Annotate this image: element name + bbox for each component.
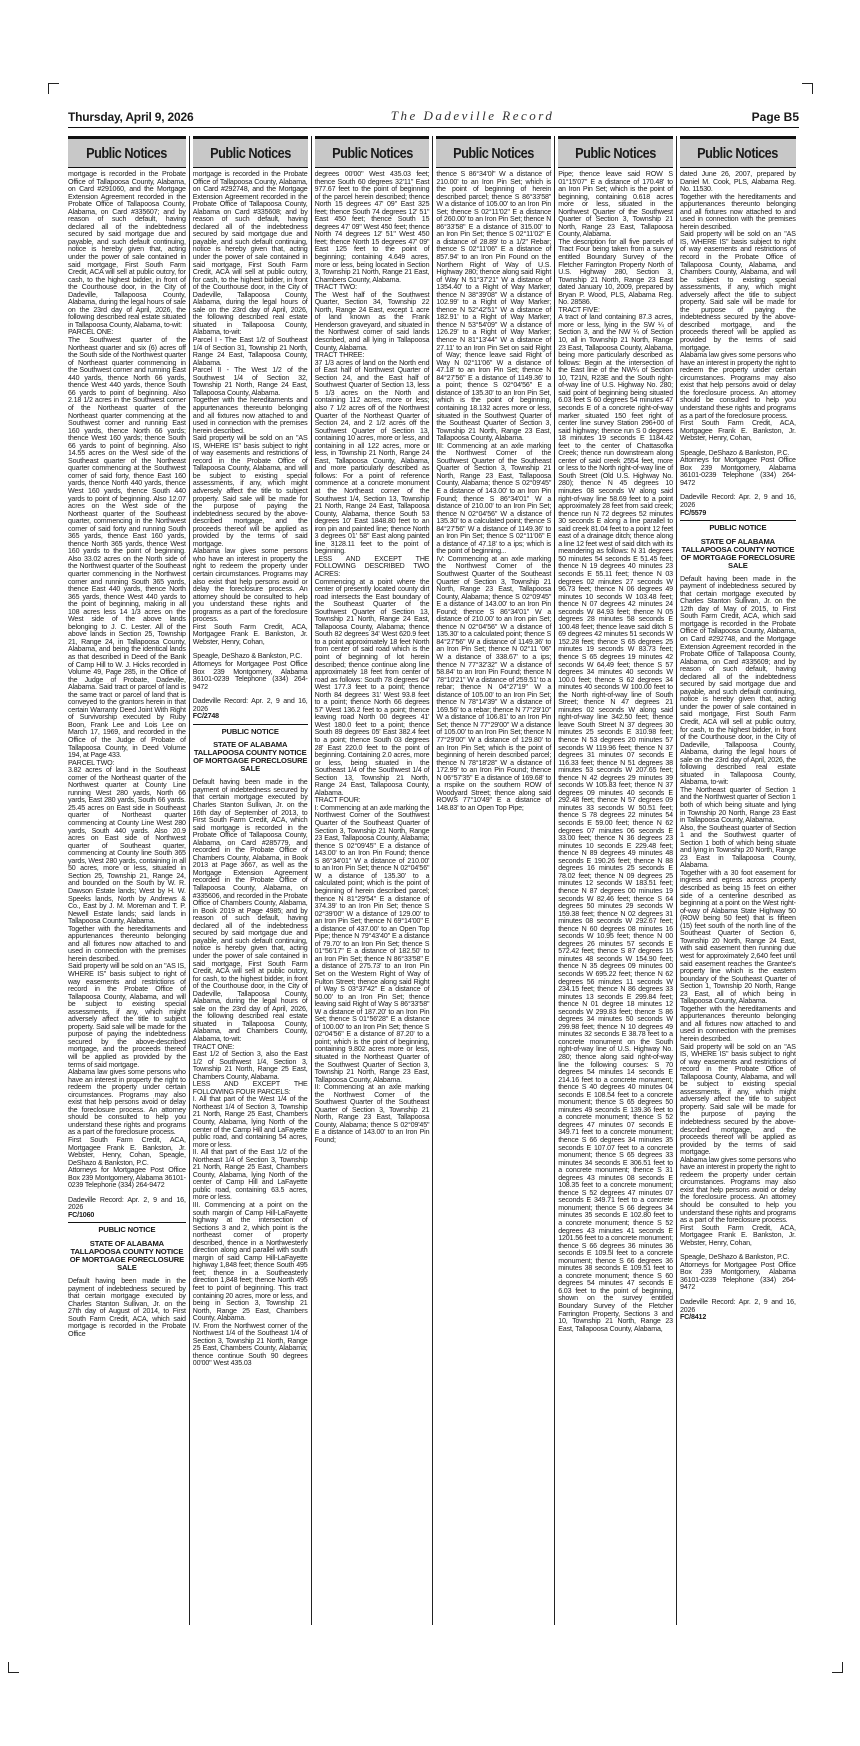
- notice-paragraph: East 1/2 of Section 3, also the East 1/2 of Southwest 1/4, Section 3, Township 21 North, Range 25 East, Chambers County, Alabama.: [192, 1050, 308, 1081]
- notice-paragraph: degrees 00'00" West 435.03 feet; thence South 60 degrees 32'11" East 977.67 feet to the point of beginning of the parcel herein described; thence North 15 degrees 47' 09" East 325 feet; thence South 74 degrees 12' 51" East 450 feet; thence South 15 degrees 47' 09" West 450 feet; thence North 74 degrees 12' 51" West 450 feet; thence North 15 degrees 47' 09" East 125 feet to the point of beginning; containing 4.649 acres, more or less, being located in Section 3, Township 21 North, Range 21 East, Chambers County, Alabama.: [314, 170, 430, 284]
- notice-paragraph: Together with the hereditaments and appurtenances thereunto belonging and all fixtures now attached to and used in connection with the premises herein described.: [68, 924, 186, 963]
- section-banner-label: Public Notices: [697, 144, 779, 162]
- notice-paragraph: Attorneys for Mortgagee Post Office Box 239 Montgomery, Alabama 36101-0239 Telephone (334) 264-9472: [68, 1166, 186, 1190]
- column-5: [555, 136, 677, 1625]
- notice-paragraph: Attorneys for Mortgagee Post Office Box 239 Montgomery, Alabama 36101-0239 Telephone (334) 264-9472: [679, 1260, 796, 1292]
- notice-paragraph: Default having been made in the payment of indebtedness secured by that certain mortgage executed by Charles Stanton Sullivan, Jr. on the 16th day of September of 2013, to First South Farm Credit, ACA, which said mortgage is recorded in the Probate Office of Tallapoosa County, Alabama, on Card #285779, and recorded in the Probate Office of Chambers County, Alabama, in Book 2013 at Page 3667, as well as the Mortgage Extension Agreement recorded in the Probate Office of Tallapoosa County, Alabama, on #335606, and recorded in the Probate Office of Chambers County, Alabama, in Book 2019 at Page 4985; and by reason of such default, having declared all of the indebtedness secured by said mortgage due and payable, and such default continuing, notice is hereby given that, acting under the power of sale contained in said mortgage, First South Farm Credit, ACA will sell at public outcry, for cash, to the highest bidder, in front of the Courthouse door, in the City of Dadeville, Tallapoosa County, Alabama, during the legal hours of sale on the 23rd day of April, 2026, the following described real estate situated in Tallapoosa County, Alabama, and Chambers County, Alabama, to-wit:: [192, 778, 308, 1043]
- notice-paragraph: Said property will be sold on an "AS IS, WHERE IS" basis subject to right of way easements and restrictions of record in the Probate Office of Tallapoosa County, Alabama, and will be subject to existing special assessments, if any, which might adversely affect the title to subject property. Said sale will be made for the purpose of paying the indebtedness secured by the above-described mortgage, and the proceeds thereof will be applied as provided by the terms of said mortgage.: [192, 434, 308, 548]
- section-banner: [315, 136, 430, 168]
- notice-paragraph: Alabama law gives some persons who have an interest in property the right to redeem the property under certain circumstances. Programs may also exist that help persons avoid or delay the foreclosure process. An attorney should be consulted to help you understand these rights and programs as a part of the foreclosure process.: [192, 547, 308, 624]
- crop-mark-top-left: [48, 83, 59, 94]
- notice-paragraph: Attorneys for Mortgagee Post Office Box 239 Montgomery, Alabama 36101-0239 Telephone (334) 264-9472: [192, 660, 308, 691]
- notice-paragraph: Said property will be sold on an "AS IS, WHERE IS" basis subject to right of way easements and restrictions of record in the Probate Office of Tallapoosa County, Alabama, and will be subject to existing special assessments, if any, which might adversely affect the title to subject property. Said sale will be made for the purpose of paying the indebtedness secured by the above-described mortgage, and the proceeds thereof will be applied as provided by the terms of said mortgage.: [68, 962, 186, 1069]
- notice-paragraph: TRACT FOUR:: [314, 796, 361, 805]
- notice-paragraph: mortgage is recorded in the Probate Office of Tallapoosa County, Alabama, on Card #291060, and the Mortgage Extension Agreement recorded in the Probate Office of Tallapoosa County, Alabama, on Card #335607; and by reason of such default, having declared all of the indebtedness secured by said mortgage due and payable, and such default continuing, notice is hereby given that, acting under the power of sale contained in said mortgage, First South Farm Credit, ACA will sell at public outcry, for cash, to the highest bidder, in front of the Courthouse door, in the City of Dadeville, Tallapoosa County, Alabama, during the legal hours of sale on the 23rd day of April, 2026, the following described real estate situated in Tallapoosa County, Alabama, to-wit:: [68, 170, 186, 329]
- section-banner-label: Public Notices: [453, 144, 535, 162]
- notice-label: PUBLIC NOTICE: [98, 1225, 156, 1235]
- notice-paragraph: First South Farm Credit, ACA, Mortgagee Frank E. Bankston, Jr. Webster, Henry, Cohan,: [679, 1223, 796, 1247]
- notice-paragraph: First South Farm Credit, ACA, Mortgagee Frank E. Bankston, Jr. Webster, Henry, Cohan,: [192, 622, 308, 646]
- newspaper-name: The Dadeville Record: [390, 108, 555, 123]
- section-banner-label: Public Notices: [86, 144, 168, 162]
- page-masthead: [68, 104, 799, 128]
- notice-paragraph: TRACT ONE:: [192, 1042, 235, 1051]
- notice-paragraph: PARCEL TWO:: [68, 758, 115, 767]
- notice-paragraph: Attorneys for Mortgagee Post Office Box 239 Montgomery, Alabama 36101-0239 Telephone (334) 264-9472: [679, 456, 796, 487]
- notice-paragraph: thence S 86°34'0l" W a distance of 210.00' to an Iron Pin Set; which is the point of beginning of herein described parcel; thence S 86°33'58" W a distance of 105.00' to an Iron Pin Set; thence S 02°11'02" E a distance of 260.00' to an Iron Pin Set; thence N 86°33'58" E a distance of 315.00' to an Iron Pin Set; thence S 02°11'02" E a distance of 28.89' to a 1/2" Rebar; thence S 02°11'06" E a distance of 857.94' to an Iron Pin Found on the Northern Right of Way of U.S. Highway 280; thence along said Right of Way N 51°37'21" W a distance of 1354.40' to a Right of Way Marker; thence N 38°39'08" W a distance of 102.99' to a Right of Way Marker; thence N 52°42'51" W a distance of 182.91' to a Right of Way Marker; thence N 53°54'09" W a distance of 126.29' to a Right of Way Marker; thence N 81°13'44" W a distance of 27.11' to an Iron Pin Set on said Right of Way; thence leave said Right of Way N 02°11'06" W a distance of 47.18' to an Iron Pin Set; thence N 84°27'56" E a distance of 1149.36' to a point; thence S 02°04'56" E a distance of 135.30' to an Iron Pin Set, which is the point of beginning, containing 18.132 acres more or less, situated in the Southwest Quarter of the Southeast Quarter of Section 3, Township 21 North, Range 23 East, Tallapoosa County, Alabama.: [436, 170, 552, 443]
- notice-paragraph: Said property will be sold on an "AS IS, WHERE IS" basis subject to right of way easements and restrictions of record in the Probate Office of Tallapoosa County, Alabama, and Chambers County, Alabama, and will be subject to existing special assessments, if any, which might adversely affect the title to subject property. Said sale will be made for the purpose of paying the indebtedness secured by the above-described mortgage, and the proceeds thereof will be applied as provided by the terms of said mortgage.: [679, 230, 796, 352]
- notice-paragraph: Speagle, DeShazo & Bankston, P.C.: [192, 652, 303, 661]
- notice-paragraph: Default having been made in the payment of indebtedness secured by that certain mortgage executed by Charles Stanton Sullivan, Jr. on the 27th day of August of 2014, to First South Farm Credit, ACA, which said mortgage is recorded in the Probate Office: [68, 1277, 186, 1338]
- notice-paragraph: The West half of the Southwest Quarter, Section 34, Township 22 North, Range 24 East, except 1 acre of land known as the Frank Henderson graveyard, and situated in the Northwest corner of said lands described, and all lying in Tallapoosa County, Alabama.: [314, 290, 430, 352]
- notice-paragraph: Together with a 30 foot easement for ingress and egress across property described as being 15 feet on either side of a centerline described as beginning at a point on the West right-of-way of Alabama State Highway 50 (ROW being 50 feet) that is fifteen (15) feet south of the north line of the Southeast Quarter of Section 6, Township 20 North, Range 24 East, with said easement then running due west for approximately 2,640 feet until said easement reaches the Grantee's property line which is the eastern boundary of the Southeast Quarter of Section 1, Township 20 North, Range 23 East, all of which being in Tallapoosa County, Alabama.: [679, 868, 796, 1006]
- notice-paragraph: LESS AND EXCEPT THE FOLLOWING FOUR PARCELS:: [192, 1080, 308, 1096]
- column-2: [190, 136, 312, 1625]
- notice-paragraph: Alabama law gives some persons who have an interest in property the right to redeem the property under certain circumstances. Programs may also exist that help persons avoid or delay the foreclosure process. An attorney should be consulted to help you understand these rights and programs as a part of the foreclosure process.: [679, 1155, 796, 1225]
- notice-paragraph: Default having been made in the payment of indebtedness secured by that certain mortgage executed by Charles Stanton Sullivan, Jr. on the 12th day of May of 2015, to First South Farm Credit, ACA, which said mortgage is recorded in the Probate Office of Tallapoosa County, Alabama, on Card #292748, and the Mortgage Extension Agreement recorded in the Probate Office of Tallapoosa County, Alabama, on Card #335609; and by reason of such default, having declared all of the indebtedness secured by said mortgage due and payable, and such default continuing, notice is hereby given that, acting under the power of sale contained in said mortgage, First South Farm Credit, ACA will sell at public outcry, for cash, to the highest bidder, in front of the Courthouse door, in the City of Dadeville, Tallapoosa County, Alabama, during the legal hours of sale on the 23rd day of April, 2026, the following described real estate situated in Tallapoosa County, Alabama, to-wit:: [679, 574, 796, 787]
- notice-paragraph: The description for all five parcels of Tract Four being taken from a survey entitled Boundary Survey of the Fletcher Farrington Property North of U.S. Highway 280, Section 3, Township 21 North, Range 23 East dated January 10, 2009, prepared by Bryan P. Wood, PLS, Alabama Reg. No. 28586.: [558, 237, 673, 307]
- column-4: [433, 136, 555, 1625]
- section-banner-label: Public Notices: [209, 144, 291, 162]
- notice-reference-code: FC/5579: [679, 508, 707, 517]
- notice-heading: STATE OF ALABAMA TALLAPOOSA COUNTY NOTICE OF MORTGAGE FORECLOSURE SALE: [193, 740, 308, 774]
- crop-mark-top-right: [802, 83, 813, 94]
- notice-paragraph: dated June 26, 2007, prepared by Daniel M. Cook, PLS, Alabama Reg. No. 11530.: [679, 170, 796, 194]
- notice-label: PUBLIC NOTICE: [709, 523, 767, 533]
- notice-paragraph: Commencing at a point where the center of presently located county dirt road intersects the East boundary of the Southeast Quarter of the Southwest Quarter of Section 13, Township 21 North, Range 24 East, Tallapoosa County, Alabama; thence South 82 degrees 34' West 620.9 feet to a point approximately 18 feet North from center of said road which is the point of beginning of lot herein described; thence continue along line approximately 18 feet from center of road as follows: South 78 degrees 04' West 177.3 feet to a point; thence North 84 degrees 31' West 93.8 feet to a point; thence North 66 degrees 57' West 136.2 feet to a point; thence leaving road North 00 degrees 41' West 180.0 feet to a point; thence South 89 degrees 05' East 382.4 feet to a point; thence South 03 degrees 28' East 220.0 feet to the point of beginning. Containing 2.0 acres, more or less, being situated in the Southeast 1/4 of the Southwest 1/4 of Section 13, Township 21 North, Range 24 East, Tallapoosa County, Alabama.: [314, 577, 430, 797]
- notice-paragraph: First South Farm Credit, ACA, Mortgagee Frank E. Bankston, Jr. Webster, Henry, Cohan,: [679, 419, 796, 443]
- notice-paragraph: Together with the hereditaments and appurtenances thereunto belonging and all fixtures now attached to and used in connection with the premises herein described.: [679, 192, 796, 231]
- section-banner-label: Public Notices: [575, 144, 656, 162]
- notice-paragraph: Pipe; thence leave said ROW S 01°15'07" E a distance of 170.48' to an Iron Pin Set; which is the point of beginning, containing 0.618 acres more or less, situated in the Northwest Quarter of the Southwest Quarter of Section 3, Township 21 North, Range 23 East, Tallapoosa County, Alabama.: [558, 170, 673, 239]
- notice-paragraph: Alabama law gives some persons who have an interest in property the right to redeem the property under certain circumstances. Programs may also exist that help persons avoid or delay the foreclosure process. An attorney should be consulted to help you understand these rights and programs as a part of the foreclosure process.: [679, 351, 796, 420]
- notice-heading: STATE OF ALABAMA TALLAPOOSA COUNTY NOTICE OF MORTGAGE FORECLOSURE SALE: [69, 1239, 185, 1273]
- crop-mark-bottom-left: [8, 1662, 19, 1673]
- notice-paragraph: II: Commencing at an axle marking the Northwest Corner of the Southwest Quarter of the Southeast Quarter of Section 3, Township 21 North, Range 23 East, Tallapoosa County, Alabama; thence S 02°09'45" E a distance of 143.00' to an Iron Pin Found;: [314, 1083, 430, 1144]
- notice-columns: [68, 136, 799, 1625]
- column-3: [312, 136, 434, 1625]
- notice-paragraph: Parcel II - The West 1/2 of the Southwest 1/4 of Section 32, Township 21 North, Range 24 East, Tallapoosa County, Alabama.: [192, 366, 308, 397]
- column-text: [558, 171, 673, 1333]
- notice-paragraph: Dadeville Record: Apr. 2, 9 and 16, 2026: [679, 1298, 796, 1314]
- notice-paragraph: First South Farm Credit, ACA, Mortgagee Frank E. Bankston, Jr. Webster, Henry, Cohan, Speagle, DeShazo & Bankston, P.C.: [68, 1136, 186, 1167]
- notice-paragraph: Said property will be sold on an "AS IS, WHERE IS" basis subject to right of way easements and restrictions of record in the Probate Office of Tallapoosa County, Alabama, and will be subject to existing special assessments, if any, which might adversely affect the title to subject property. Said sale will be made for the purpose of paying the indebtedness secured by the above-described mortgage, and the proceeds thereof will be applied as provided by the terms of said mortgage.: [679, 1042, 796, 1157]
- notice-paragraph: Together with the hereditaments and appurtenances thereunto belonging and all fixtures now attached to and used in connection with the premises herein described.: [192, 396, 308, 435]
- notice-label: PUBLIC NOTICE: [221, 726, 279, 736]
- notice-paragraph: Also, the Southeast quarter of Section 1 and the Southwest quarter of Section 1 both of which being situate and lying in Township 20 North, Range 23 East in Tallapoosa County, Alabama.: [679, 823, 796, 870]
- notice-paragraph: Alabama law gives some persons who have an interest in property the right to redeem the property under certain circumstances. Programs may also exist that help persons avoid or delay the foreclosure process. An attorney should be consulted to help you understand these rights and programs as a part of the foreclosure process.: [68, 1068, 186, 1137]
- notice-paragraph: TRACT TWO:: [314, 283, 357, 292]
- section-banner: [436, 136, 551, 168]
- notice-reference-code: FC/8412: [679, 1313, 707, 1322]
- page-number: Page B5: [751, 110, 799, 124]
- notice-paragraph: The Northeast quarter of Section 1 and the Northwest quarter of Section 1 both of which being situate and lying in Township 20 North, Range 23 East in Tallapoosa County, Alabama.: [679, 785, 796, 825]
- notice-paragraph: TRACT THREE:: [314, 351, 365, 360]
- column-text: [193, 171, 308, 1368]
- notice-paragraph: 3.82 acres of land in the Southeast corner of the Northeast quarter of the Northwest quarter at County Line running West 280 yards, North 66 yards, East 280 yards, South 66 yards. 25.45 acres on East side in Southeast quarter of Northeast quarter commencing at County Line West 280 yards, South 440 yards. Also 20.9 acres on East side of Northwest quarter of Southeast quarter, commencing at County line South 365 yards, West 280 yards, containing in all 50 acres, more or less, situated in Section 25, Township 21, Range 24, and bounded on the South by W. R. Dawson Estate lands; West by H. W. Speeks lands, North by Andrews & Co., East by J. M. Moreman and T. P. Newell Estate lands; said lands in Tallapoosa County, Alabama.: [68, 766, 186, 926]
- section-banner: [68, 136, 186, 168]
- column-text: [680, 171, 796, 1322]
- notice-paragraph: IV. From the Northwest corner of the Northwest 1/4 of the Southeast 1/4 of Section 3, Township 21 North, Range 25 East, Chambers County, Alabama; thence continue South 90 degrees 00'00" West 435.03: [192, 1321, 308, 1368]
- notice-reference-code: FC/2748: [192, 712, 219, 721]
- notice-paragraph: LESS AND EXCEPT THE FOLLOWING DESCRIBED TWO ACRES:: [314, 554, 430, 578]
- column-text: [68, 171, 186, 1338]
- notice-paragraph: Dadeville Record: Apr. 2, 9 and 16, 2026: [192, 697, 308, 713]
- notice-paragraph: III: Commencing at an axle marking the Northwest Corner of the Southwest Quarter of the Southeast Quarter of Section 3, Township 21 North, Range 23 East, Tallapoosa County, Alabama; thence S 02°09'45" E a distance of 143.00' to an Iron Pin Found; thence S 86°34'01" W a distance of 210.00' to an Iron Pin Set; thence N 02°04'56" W a distance of 135.30' to a calculated point; thence S 84°27'56" W a distance of 1149.36' to an Iron Pin Set; thence S 02°11'06" E a distance of 47.18' to a ips; which is the point of beginning...: [436, 441, 552, 556]
- notice-divider: [68, 1222, 186, 1223]
- notice-paragraph: IV: Commencing at an axle marking the Northwest Corner of the Southwest Quarter of the Southeast Quarter of Section 3, Township 21 North, Range 23 East, Tallapoosa County, Alabama; thence S 02°09'45" E a distance of 143.00' to an Iron Pin Found; thence S 86°34'01" W a distance of 210.00' to an Iron pin Set; thence N 02°04'56" W a distance of 135.30' to a calculated point; thence S 84°27'56" W a distance of 1149.36' to an Iron Pin Set; thence N 02°11 '06" W a distance of 338.67' to a ips; thence N 77°32'32" W a distance of 58.84' to an Iron Pin Found; thence N 78°10'21" W a distance of 259.51' to a rebar; thence N 04°27'19" W a distance of 105.00' to an Iron Pin Set; thence N 78°14'39" W a distance of 169.56' to a rebar; thence N 77°29'10" W a distance of 106.81' to an Iron Pin Set; thence N 77°29'00" W a distance of 105.00' to an Iron Pin Set; thence N 77°29'00" W a distance of 129.80' to an Iron Pin Set; which is the point of beginning of herein described parcel; thence N 78°18'28" W a distance of 172.99' to an Iron Pin Found; thence N 06°57'35" E a distance of 169.68' to a rrspike on the southern ROW of Woodyard Street; thence along said ROWS 77°10'49" E a distance of 148.83' to an Open Top Pipe;: [436, 554, 552, 812]
- notice-paragraph: Speagle, DeShazo & Bankston, P.C.: [679, 448, 790, 457]
- notice-reference-code: FC/1060: [68, 1210, 95, 1219]
- notice-paragraph: The Southwest quarter of the Northeast quarter and six (6) acres off the South side of the Northwest quarter of Northeast quarter commencing in the Southwest corner and running East 440 yards, thence North 66 yards, thence West 440 yards, thence South 66 yards to point of beginning. Also 2.18 1/2 acres in the Southwest corner of the Northeast quarter of the Northeast quarter commencing at the Southwest corner and running East 160 yards, thence North 66 yards; thence West 160 yards; thence South 66 yards to point of beginning. Also 14.55 acres on the West side of the Southeast quarter of the Northeast quarter commencing at the Southwest corner of said forty, thence East 160 yards, thence North 440 yards, thence West 160 yards, thence South 440 yards to point of beginning. Also 12.07 acres on the West side of the Northeast quarter of the Southeast quarter, commencing in the Northwest corner of said forty and running South 365 yards, thence East 160 yards, thence North 365 yards, thence West 160 yards to the point of beginning. Also 33.02 acres on the North side of the Northwest quarter of the Southeast quarter commencing in the Northwest corner and running South 365 yards, thence East 440 yards, thence North 365 yards, thence West 440 yards to the point of beginning, making in all 108 acres less 14 1/3 acres on the West side of the above lands belonging to J. C. Lester. All of the above lands in Section 25, Township 21, Range 24, in Tallapoosa County, Alabama, and being the identical lands as that described in Deed of the Bank of Camp Hill to W. J. Hicks recorded in Volume 49, Page 285, in the Office of the Judge of Probate, Dadeville, Alabama. Said tract or parcel of land is the same tract or parcel of land that is conveyed to the grantors herein in that certain Warranty Deed Joint With Right of Survivorship executed by Ruby Boon, Frank Lee and Lois Lee on March 17, 1969, and recorded in the Office of the Judge of Probate of Tallapoosa County, in Deed Volume 194, at Page 433.: [68, 336, 186, 760]
- notice-paragraph: II. All that part of the East 1/2 of the Northeast 1/4 of Section 3, Township 21 North, Range 25 East, Chambers County, Alabama, lying North of the center of Camp Hill and LaFayette public road, containing 63.5 acres, more or less.: [192, 1148, 308, 1202]
- notice-paragraph: I: Commencing at an axle marking the Northwest Corner of the Southwest Quarter of the Southeast Quarter of Section 3, Township 21 North, Range 23 East, Tallapoosa County, Alabama; thence S 02°09'45" E a distance of 143.00' to an Iron Pin Found; thence S 86°34'01" W a distance of 210.00' to an Iron Pin Set; thence N 02°04'56" W a distance of 135.30' to a calculated point; which is the point of beginning of herein described parcel; thence N 81°29'54" E a distance of 374.39' to an Iron Pin Set; thence S 02°39'00" W a distance of 129.00' to an Iron Pin Set; thence N 69°14'00" E a distance of 437.00' to an Open Top Pipe; thence N 79°43'40" E a distance of 79.70' to an Iron Pin Set; thence S 01°56'17" E a distance of 182.50' to an Iron Pin Set; thence N 86°33'58" E a distance of 275.73' to an Iron Pin Set on the Western Right of Way of Fulton Street; thence along said Right of Way S 03°37'42" E a distance of 50.00' to an Iron Pin Set; thence leaving said Right of Way S 86°33'58" W a distance of 187.20' to an Iron Pin Set; thence S 01°56'28" E a distance of 100.00' to an Iron Pin Set; thence S 02°04'56" E a distance of 87.20' to a point; which is the point of beginning, containing 9.802 acres more or less, situated in the Northeast Quarter of the Southwest Quarter of Section 3, Township 21 North, Range 23 East, Tallapoosa County, Alabama.: [314, 803, 430, 1084]
- issue-date: Thursday, April 9, 2026: [68, 110, 194, 124]
- notice-paragraph: Parcel I - The East 1/2 of Southeast 1/4 of Section 31, Township 21 North, Range 24 East, Tallapoosa County, Alabama.: [192, 336, 308, 367]
- column-text: [315, 171, 430, 1145]
- notice-paragraph: III. Commencing at a point on the south margin of Camp Hill-LaFayette highway at the intersection of Sections 3 and 2, which point is the northeast corner of property described, thence in a Northwesterly direction along and parallel with south margin of said Camp Hill-LaFayette highway 1,848 feet; thence South 495 feet; thence in a Southeasterly direction 1,848 feet; thence North 495 feet to point of beginning. This tract containing 20 acres, more or less, and being in Section 3, Township 21 North, Range 25 East, Chambers County, Alabama.: [192, 1201, 308, 1323]
- notice-paragraph: PARCEL ONE:: [68, 328, 114, 337]
- notice-paragraph: Speagle, DeShazo & Bankston, P.C.: [679, 1253, 790, 1262]
- notice-divider: [193, 724, 308, 725]
- section-banner: [558, 136, 673, 168]
- notice-paragraph: Dadeville Record: Apr. 2, 9 and 16, 2026: [68, 1195, 186, 1212]
- notice-paragraph: A tract of land containing 87.3 acres, more or less, lying in the SW ¼ of Section 3, and the NW ¼ of Section 10, all in Township 21 North, Range 23 East, Tallapoosa County, Alabama, being more particularly described as follows: Begin at the intersection of the East line of the NW¼ of Section 10, T21N, R23E and the South right-of-way line of U.S. Highway No. 280; said point of beginning being situated 6.03 feet S 60 degrees 54 minutes 47 seconds E of a concrete right-of-way marker situated 150 feet right of center line survey Station 296+00 of said highway; thence run S 0 degrees 18 minutes 19 seconds E 1184.42 feet to the center of Chattasofka Creek; thence run downstream along center of said creek 2554 feet, more or less to the North right-of-way line of South Street (Old U.S. Highway No. 280); thence N 45 degrees 10 minutes 08 seconds W along said right-of-way line 58.69 feet to a point approximately 28 feet from said creek; thence run N 72 degrees 52 minutes 30 seconds E along a line parallel to said creek 81.04 feet to a point 12 feet east of a drainage ditch; thence along a line 12 feet west of said ditch with its meandering as follows: N 31 degrees 50 minutes 54 seconds E 51.45 feet; thence N 19 degrees 40 minutes 23 seconds E 55.11 feet; thence N 03 degrees 02 minutes 27 seconds W 96.73 feet; thence N 06 degrees 49 minutes 10 seconds W 103.48 feet; thence N 07 degrees 42 minutes 24 seconds W 84.93 feet; thence N 05 degrees 28 minutes 58 seconds E 100.48 feet; thence leave said ditch S 69 degrees 42 minutes 51 seconds W 152.28 feet; thence S 65 degrees 25 minutes 19 seconds W 83.73 feet; thence S 65 degrees 19 minutes 42 seconds W 64.49 feet; thence S 57 degrees 34 minutes 40 seconds W 100.0 feet; thence S 62 degrees 34 minutes 40 seconds W 100.00 feet to the North right-of-way line of South Street; thence N 47 degrees 21 minutes 02 seconds W along said right-of-way line 342.50 feet; thence leave South Street N 37 degrees 30 minutes 25 seconds E 310.98 feet; thence N 53 degrees 20 minutes 57 seconds W 119.96 feet; thence N 37 degrees 31 minutes 07 seconds E 116.33 feet; thence N 51 degrees 38 minutes 53 seconds W 207.65 feet; thence N 42 degrees 29 minutes 39 seconds W 105.83 feet; thence N 37 degrees 09 minutes 40 seconds E 292.48 feet; thence N 57 degrees 09 minutes 33 seconds W 50.51 feet; thence S 78 degrees 22 minutes 54 seconds E 59.00 feet; thence N 62 degrees 07 minutes 06 seconds E 33.00 feet; thence N 36 degrees 23 minutes 10 seconds E 229.48 feet; thence N 89 degrees 49 minutes 48 seconds E 190.26 feet; thence N 88 degrees 16 minutes 25 seconds E 78.02 feet; thence N 09 degrees 25 minutes 12 seconds W 183.51 feet; thence N 87 degrees 00 minutes 19 seconds W 82.46 feet; thence S 64 degrees 50 minutes 29 seconds W 159.38 feet; thence N 02 degrees 31 minutes 08 seconds W 292.67 feet; thence N 60 degrees 08 minutes 16 seconds W 10.95 feet; thence N 00 degrees 26 minutes 57 seconds E 572.42 feet; thence S 87 degrees 15 minutes 48 seconds W 154.90 feet; thence N 35 degrees 09 minutes 00 seconds W 695.22 feet; thence N 62 degrees 56 minutes 11 seconds W 234.15 feet; thence N 86 degrees 33 minutes 13 seconds E 299.84 feet; thence N 01 degree 18 minutes 12 seconds W 299.83 feet; thence S 86 degrees 34 minutes 50 seconds W 299.98 feet; thence N 10 degrees 49 minutes 32 seconds E 38.78 feet to a concrete monument on the South right-of-way line of U.S. Highway No. 280; thence along said right-of-way line the following courses: S 70 degrees 54 minutes 14 seconds E 214.16 feet to a concrete monument; thence S 40 degrees 40 minutes 04 seconds E 108.54 feet to a concrete monument; thence S 65 degrees 50 minutes 49 seconds E 139.36 feet to a concrete monument; thence S 52 degrees 47 minutes 07 seconds E 349.71 feet to a concrete monument; thence S 66 degrees 34 minutes 35 seconds E 107.07 feet to a concrete monument; thence S 65 degrees 33 minutes 34 seconds E 306.51 feet to a concrete monument; thence S 31 degrees 43 minutes 08 seconds E 108.35 feet to a concrete monument; thence S 52 degrees 47 minutes 07 seconds E 349.71 feet to a concrete monument; thence S 66 degrees 34 minutes 35 seconds E 102.80 feet to a concrete monument; thence S 52 degrees 43 minutes 41 seconds E 1201.56 feet to a concrete monument; thence S 66 degrees 36 minutes 36 seconds E 109.5l feet to a concrete monument; thence S 66 degrees 36 minutes 38 seconds E 109.51 feet to a concrete monument; thence S 60 degrees 54 minutes 47 seconds E 6.03 feet to the point of beginning, shown on the survey entitled Boundary Survey of the Fletcher Farrington Property, Sections 3 and 10, Township 21 North, Range 23 East, Tallapoosa County, Alabama,: [558, 313, 673, 1333]
- notice-paragraph: 37 1/3 acres of land on the North end of East half of Northwest Quarter of Section 24, and the East half of Southwest Quarter of Section 13, less 5 1/3 acres on the North and containing 112 acres, more or less; also 7 1/2 acres off of the Northwest Quarter of the Northeast Quarter of Section 24, and 2 1/2 acres off the Southwest Quarter of Section 13, containing 10 acres, more or less, and containing in all 122 acres, more or less, in Township 21 North, Range 24 East, Tallapoosa County, Alabama, and more particularly described as follows: For a point of reference commence at a concrete monument at the Northeast corner of the Southwest 1/4, Section 13, Township 21 North, Range 24 East, Tallapoosa County, Alabama, thence South 53 degrees 10' East 1848.80 feet to an iron pin and painted line; thence North 3 degrees 01' 58" East along painted line 3128.11 feet to the point of beginning.: [314, 358, 430, 556]
- section-banner: [193, 136, 308, 168]
- notice-paragraph: Together with the hereditaments and appurtenances thereunto belonging and all fixtures now attached to and used in connection with the premises herein described.: [679, 1004, 796, 1043]
- notice-heading: STATE OF ALABAMA TALLAPOOSA COUNTY NOTICE OF MORTGAGE FORECLOSURE SALE: [680, 536, 796, 570]
- section-banner-label: Public Notices: [331, 144, 413, 162]
- notice-paragraph: I. All that part of the West 1/4 of the Northeast 1/4 of Section 3, Township 21 North, Range 25 East, Chambers County, Alabama, lying North of the center of the Camp Hill and LaFayette public road, and containing 54 acres, more or less.: [192, 1095, 308, 1149]
- column-text: [436, 171, 551, 812]
- section-banner: [680, 136, 796, 168]
- column-1: [68, 136, 190, 1625]
- crop-mark-bottom-right: [832, 1662, 843, 1673]
- notice-paragraph: TRACT FIVE:: [558, 305, 600, 314]
- notice-paragraph: Dadeville Record: Apr. 2, 9 and 16, 2026: [679, 493, 796, 509]
- notice-paragraph: mortgage is recorded in the Probate Office of Tallapoosa County, Alabama, on Card #292748, and the Mortgage Extension Agreement recorded in the Probate Office of Tallapoosa County, Alabama on Card #335608; and by reason of such default, having declared all of the indebtedness secured by said mortgage due and payable, and such default continuing, notice is hereby given that, acting under the power of sale contained in said mortgage, First South Farm Credit, ACA will sell at public outcry, for cash, to the highest bidder, in front of the Courthouse door, in the City of Dadeville, Tallapoosa County, Alabama, during the legal hours of sale on the 23rd day of April, 2026, the following described real estate situated in Tallapoosa County, Alabama, to-wit:: [192, 170, 308, 337]
- column-6: [677, 136, 799, 1625]
- notice-divider: [680, 520, 796, 521]
